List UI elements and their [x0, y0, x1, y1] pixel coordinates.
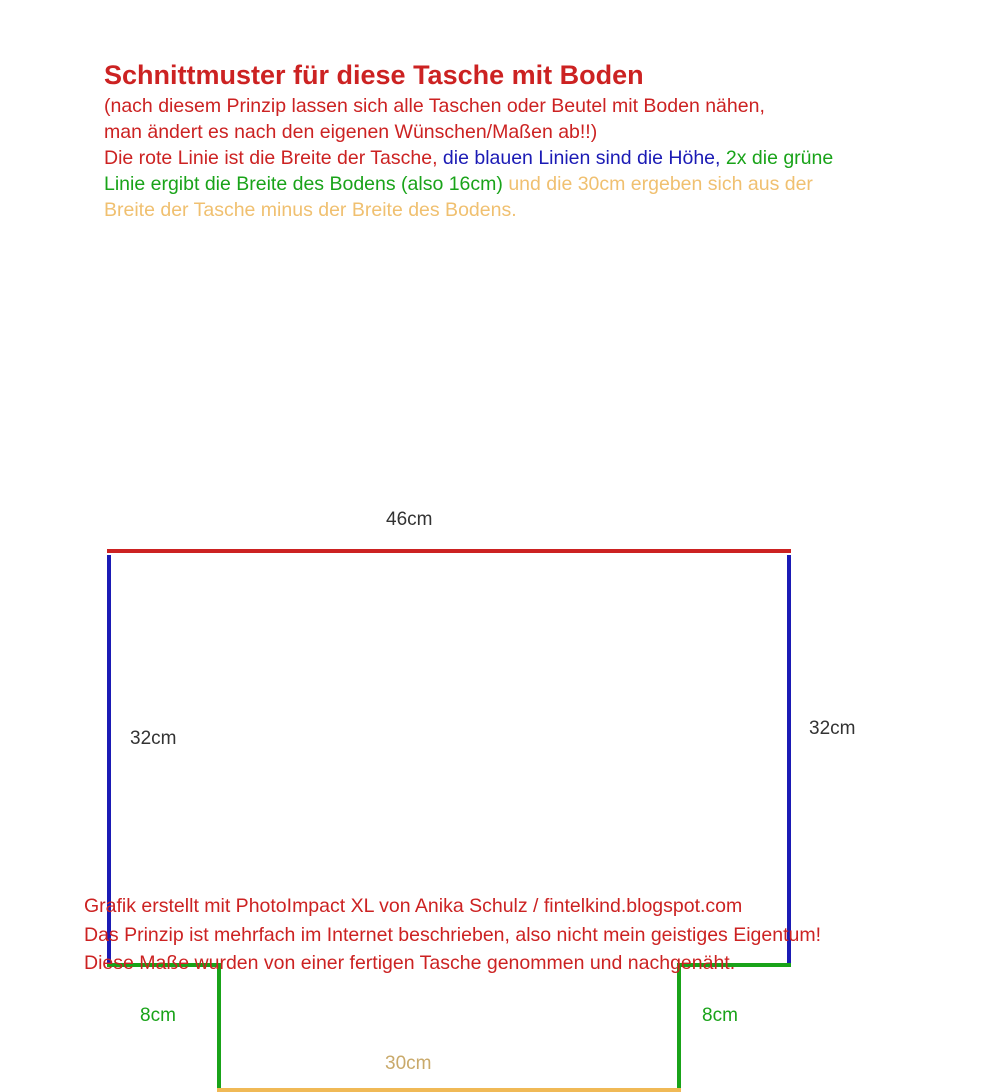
label-gusset-right: 8cm [702, 1005, 738, 1026]
footer-line-1: Grafik erstellt mit PhotoImpact XL von Anika Schulz / fintelkind.blogspot.com [84, 895, 743, 917]
intro-line-2: man ändert es nach den eigenen Wünschen/Maßen ab!!) [104, 120, 598, 143]
intro-line-1: (nach diesem Prinzip lassen sich alle Taschen oder Beutel mit Boden nähen, [104, 94, 765, 117]
top-width-line [107, 549, 791, 553]
label-top-width: 46cm [386, 509, 433, 530]
footer-line-2: Das Prinzip ist mehrfach im Internet beschrieben, also nicht mein geistiges Eigentum! [84, 923, 822, 946]
label-gusset-left: 8cm [140, 1005, 176, 1026]
footer-line-3: Diese Maße wurden von einer fertigen Tasche genommen und nachgenäht. [84, 952, 736, 975]
legend-line-3 [104, 198, 964, 224]
label-bottom-width: 30cm [385, 1053, 432, 1074]
footer-text-block [84, 892, 984, 978]
legend-30cm-text-cont: Breite der Tasche minus der Breite des Bodens. [104, 198, 517, 221]
legend-bottom-width-text: Linie ergibt die Breite des Bodens (also 16cm) [104, 172, 503, 195]
bottom-width-line [217, 1088, 681, 1092]
legend-30cm-text: und die 30cm ergeben sich aus der [508, 172, 813, 195]
label-height-left: 32cm [130, 728, 177, 749]
legend-line-1 [104, 146, 964, 172]
legend-line-2 [104, 172, 964, 198]
label-height-right: 32cm [809, 718, 856, 739]
legend-width-text: Die rote Linie ist die Breite der Tasche, [104, 146, 438, 169]
header-text-block [104, 60, 964, 223]
page-title: Schnittmuster für diese Tasche mit Boden [104, 60, 644, 90]
bottom-left-gusset-vertical-line [217, 963, 221, 1090]
legend-height-text: die blauen Linien sind die Höhe, [442, 146, 721, 169]
legend-gusset-text: 2x die grüne [725, 146, 834, 169]
bottom-right-gusset-vertical-line [677, 963, 681, 1090]
